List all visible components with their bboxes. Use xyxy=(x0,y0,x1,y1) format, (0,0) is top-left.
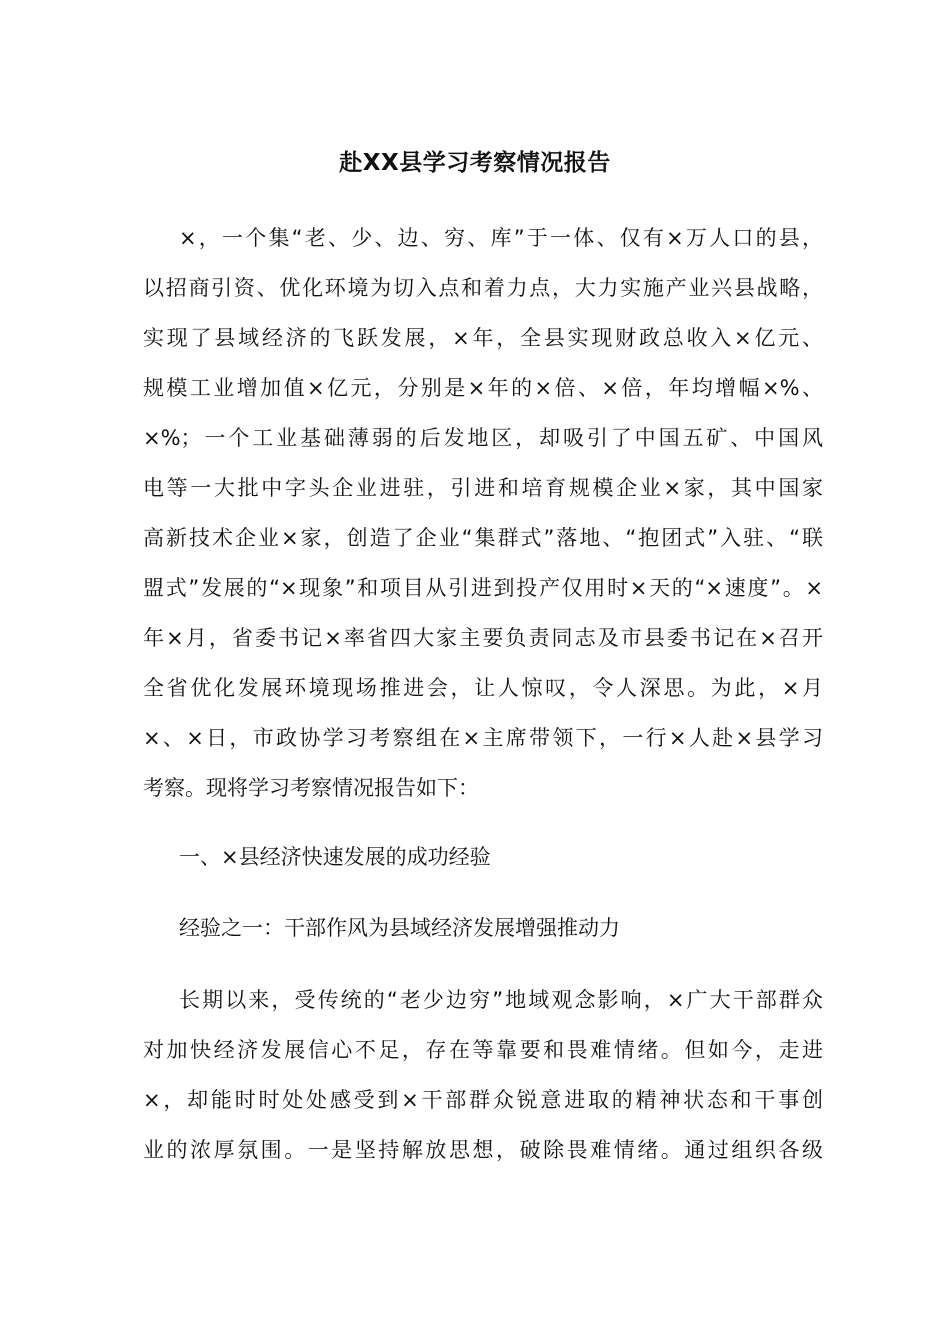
paragraph-line: 规模工业增加值×亿元，分别是×年的×倍、×倍，年均增幅×%、 xyxy=(143,376,823,400)
paragraph-line: ×%；一个工业基础薄弱的后发地区，却吸引了中国五矿、中国风 xyxy=(143,426,823,450)
paragraph-line: 盟式”发展的“×现象”和项目从引进到投产仅用时×天的“×速度”。× xyxy=(143,576,823,600)
paragraph-line: ×，一个集“老、少、边、穷、库”于一体、仅有×万人口的县， xyxy=(179,226,823,250)
paragraph-line: ×、×日，市政协学习考察组在×主席带领下，一行×人赴×县学习 xyxy=(143,726,823,750)
paragraph-line: 以招商引资、优化环境为切入点和着力点，大力实施产业兴县战略， xyxy=(143,276,823,300)
sub-heading: 经验之一：干部作风为县域经济发展增强推动力 xyxy=(179,916,620,940)
paragraph-experience-one xyxy=(143,975,823,1175)
document-title: 赴XX县学习考察情况报告 xyxy=(339,150,611,176)
paragraph-line: 对加快经济发展信心不足，存在等靠要和畏难情绪。但如今，走进 xyxy=(143,1038,823,1062)
paragraph-line: 业的浓厚氛围。一是坚持解放思想，破除畏难情绪。通过组织各级 xyxy=(143,1138,823,1162)
paragraph-line: 年×月，省委书记×率省四大家主要负责同志及市县委书记在×召开 xyxy=(143,626,823,650)
section-heading: 一、×县经济快速发展的成功经验 xyxy=(179,845,491,869)
paragraph-line: 实现了县域经济的飞跃发展，×年，全县实现财政总收入×亿元、 xyxy=(143,326,823,350)
paragraph-line: 高新技术企业×家，创造了企业“集群式”落地、“抱团式”入驻、“联 xyxy=(143,526,823,550)
paragraph-line: 电等一大批中字头企业进驻，引进和培育规模企业×家，其中国家 xyxy=(143,476,823,500)
paragraph-line: ×，却能时时处处感受到×干部群众锐意进取的精神状态和干事创 xyxy=(143,1088,823,1112)
paragraph-intro xyxy=(143,213,823,813)
paragraph-line: 长期以来，受传统的“老少边穷”地域观念影响，×广大干部群众 xyxy=(179,988,823,1012)
paragraph-line: 全省优化发展环境现场推进会，让人惊叹，令人深思。为此，×月 xyxy=(143,676,823,700)
paragraph-line: 考察。现将学习考察情况报告如下： xyxy=(143,776,479,800)
